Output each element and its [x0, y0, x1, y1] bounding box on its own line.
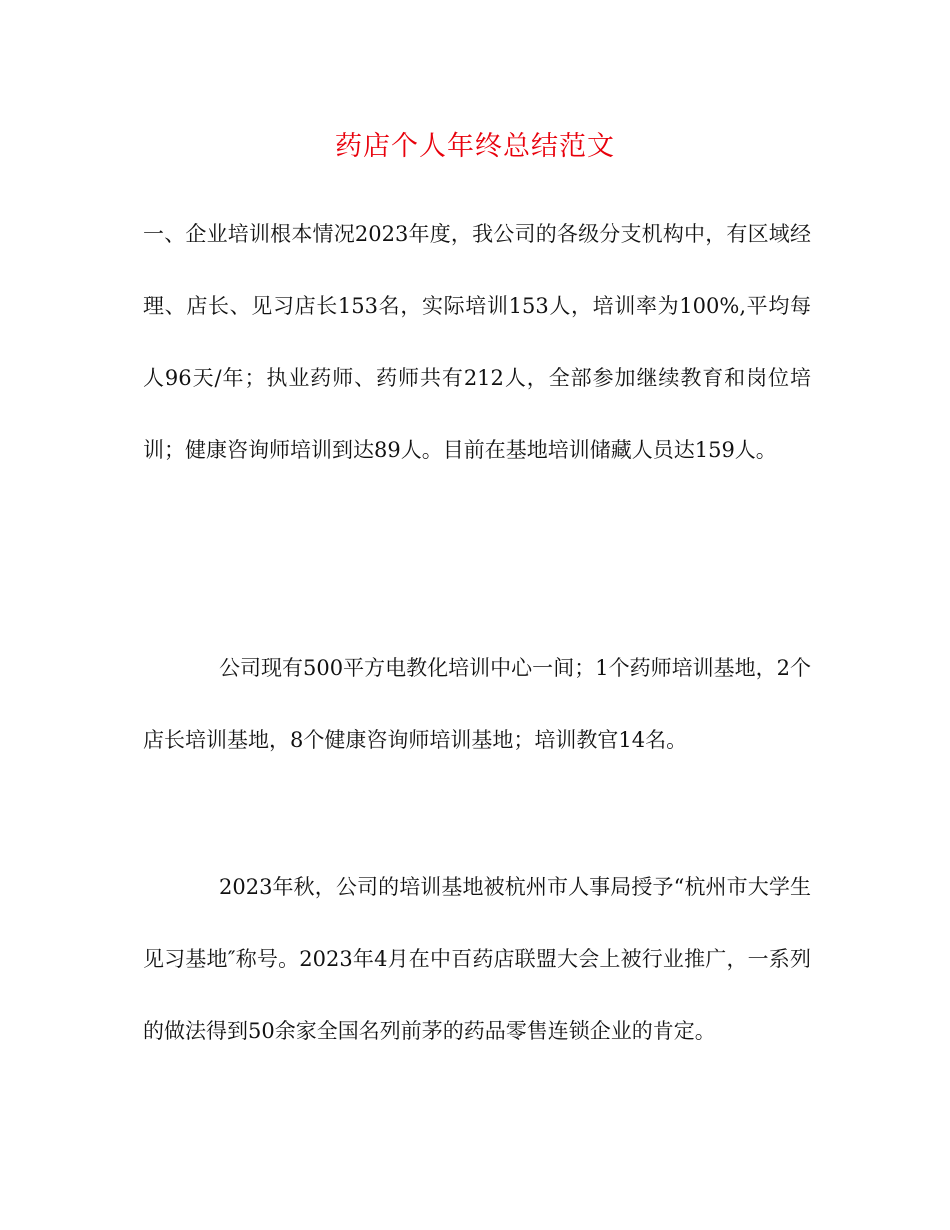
- document-title: 药店个人年终总结范文: [335, 131, 615, 162]
- paragraph-training-facilities: 公司现有500平方电教化培训中心一间；1个药师培训基地，2个店长培训基地，8个健康咨询师培训基地；培训教官14名。: [143, 656, 811, 752]
- paragraph-training-overview: 一、企业培训根本情况2023年度，我公司的各级分支机构中，有区域经理、店长、见习店长153名，实际培训153人，培训率为100%,平均每人96天/年；执业药师、药师共有212人，全部参加继续教育和岗位培训；健康咨询师培训到达89人。目前在基地培训储藏人员达159人。: [143, 222, 811, 462]
- paragraph-honors: 2023年秋，公司的培训基地被杭州市人事局授予“杭州市大学生见习基地″称号。2023年4月在中百药店联盟大会上被行业推广，一系列的做法得到50余家全国名列前茅的药品零售连锁企业的肯定。: [143, 875, 811, 1043]
